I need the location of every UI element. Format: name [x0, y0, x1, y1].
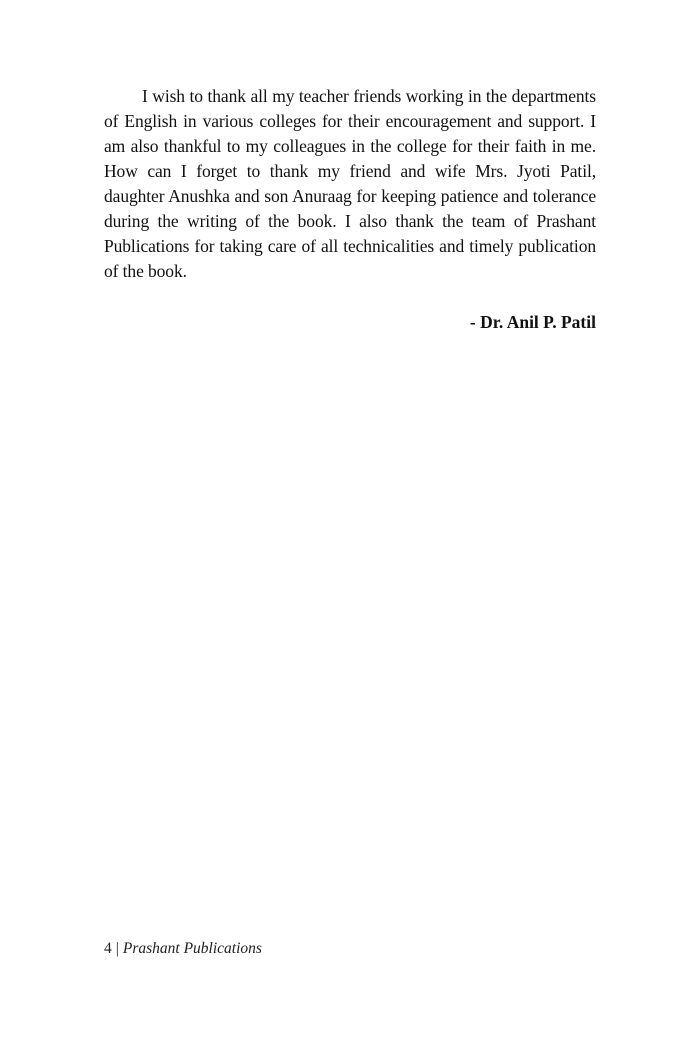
page-number: 4	[104, 940, 112, 957]
author-signature: - Dr. Anil P. Patil	[469, 312, 596, 332]
footer-separator: |	[115, 940, 119, 957]
acknowledgement-paragraph: I wish to thank all my teacher friends working in the departments of English in various colleges for their encouragement and support. I am also thankful to my colleagues in the college for their faith in me. How can I forget to thank my friend and wife Mrs. Jyoti Patil, daughter Anushka and son Anuraag for keeping patience and tolerance during the writing of the book. I also thank the team of Prashant Publications for taking care of all technicalities and timely publication of the book.	[104, 86, 596, 281]
publisher-name: Prashant Publications	[122, 940, 262, 957]
page-footer	[104, 939, 262, 959]
